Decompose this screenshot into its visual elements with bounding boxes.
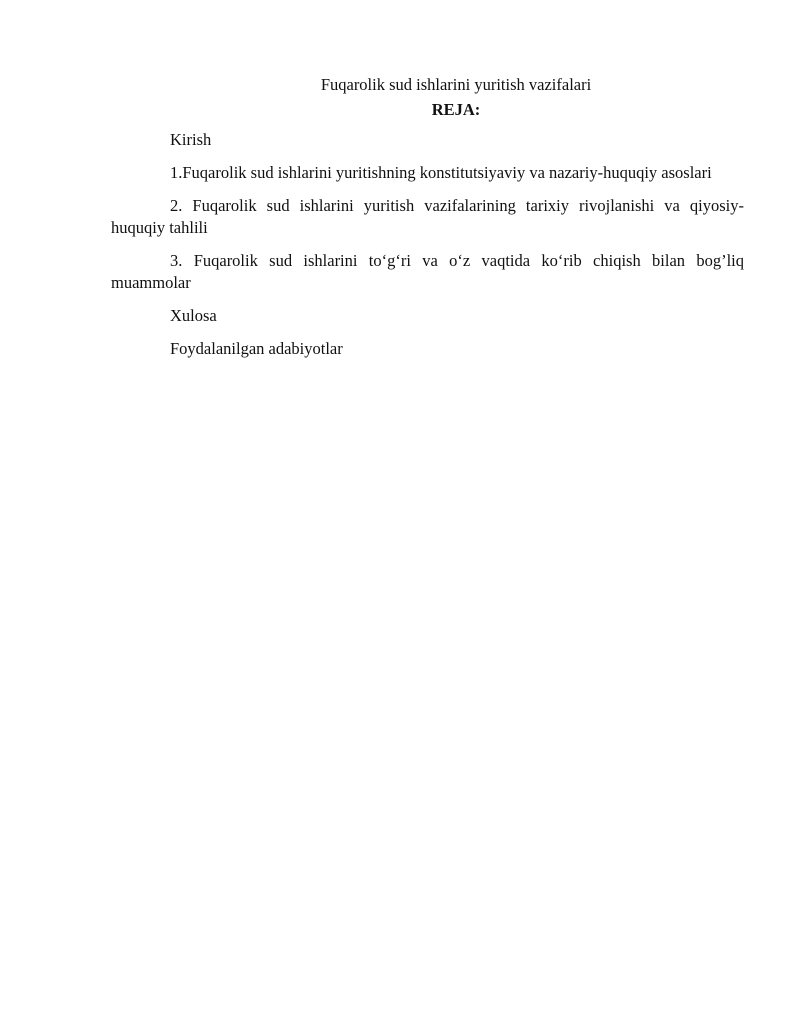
plan-item-introduction: Kirish <box>170 130 212 149</box>
plan-item-2: 2. Fuqarolik sud ishlarini yuritish vazifalarining tarixiy rivojlanishi va qiyosiy-huquqiy tahlili <box>111 196 744 237</box>
plan-item-3: 3. Fuqarolik sud ishlarini to‘g‘ri va o‘z vaqtida ko‘rib chiqish bilan bog’liq muammolar <box>111 251 744 292</box>
plan-item-conclusion: Xulosa <box>170 306 217 325</box>
plan-heading: REJA: <box>431 100 481 119</box>
plan-item-1: 1.Fuqarolik sud ishlarini yuritishning konstitutsiyaviy va nazariy-huquqiy asoslari <box>170 163 712 182</box>
plan-item-references: Foydalanilgan adabiyotlar <box>170 339 343 358</box>
document-title: Fuqarolik sud ishlarini yuritish vazifalari <box>320 75 592 94</box>
document-body <box>111 74 744 371</box>
